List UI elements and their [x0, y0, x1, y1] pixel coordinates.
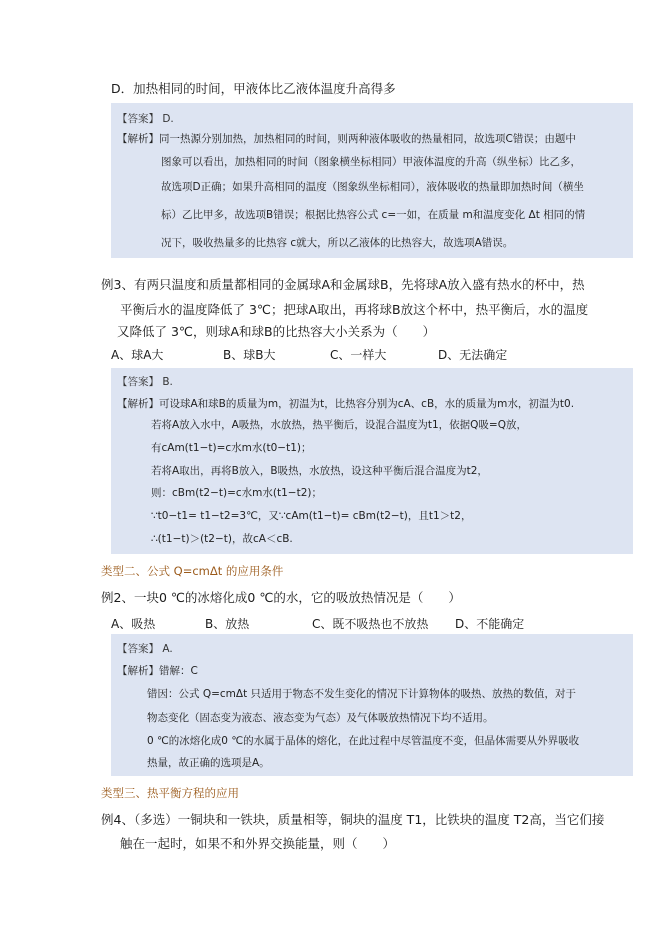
option-b: B、放热 [205, 617, 250, 631]
section-heading-2: 类型二、公式 Q=cmΔt 的应用条件 [101, 564, 284, 578]
answer-line: 【答案】 D. [117, 113, 174, 125]
option-d: D、不能确定 [455, 617, 525, 631]
analysis-line: 图象可以看出，加热相同的时间（图象横坐标相同）甲液体温度的升高（纵坐标）比乙多， [161, 156, 581, 168]
analysis-line: 【解析】可设球A和球B的质量为m，初温为t，比热容分别为cA、cB，水的质量为m水，初温为t0. [117, 398, 575, 410]
question-2-text: 例2、一块0 ℃的冰熔化成0 ℃的水，它的吸放热情况是（ ） [101, 590, 461, 605]
analysis-line: ∵t0−t1= t1−t2=3℃，又∵cAm(t1−t)= cBm(t2−t)，且t1＞t2， [151, 510, 472, 522]
analysis-line: 标）乙比甲多，故选项B错误；根据比热容公式 c=一如，在质量 m和温度变化 Δt 相同的情 [161, 209, 586, 221]
analysis-line: 若将A取出，再将B放入，B吸热，水放热，设这种平衡后混合温度为t2， [151, 465, 488, 477]
question-4-line: 例4、（多选）一铜块和一铁块，质量相等，铜块的温度 T1，比铁块的温度 T2高，当它们接 [101, 812, 605, 827]
question-4-line: 触在一起时，如果不和外界交换能量，则（ ） [120, 836, 396, 851]
question-3-line: 例3、有两只温度和质量都相同的金属球A和金属球B，先将球A放入盛有热水的杯中，热 [101, 277, 585, 292]
analysis-line: 错因：公式 Q=cmΔt 只适用于物态不发生变化的情况下计算物体的吸热、放热的数值，对于 [147, 688, 577, 700]
analysis-line: 0 ℃的冰熔化成0 ℃的水属于晶体的熔化，在此过程中尽管温度不变，但晶体需要从外界吸收 [147, 735, 580, 747]
analysis-line: ∴(t1−t)＞(t2−t)，故cA＜cB. [151, 533, 293, 545]
analysis-line: 热量，故正确的选项是A。 [147, 757, 270, 769]
option-d-text: D．加热相同的时间，甲液体比乙液体温度升高得多 [111, 81, 396, 96]
option-c: C、一样大 [330, 348, 387, 362]
analysis-line: 有cAm(t1−t)=c水m水(t0−t1)； [151, 442, 312, 454]
answer-box-2 [111, 368, 633, 554]
answer-box-1 [111, 103, 633, 258]
analysis-line: 物态变化（固态变为液态、液态变为气态）及气体吸放热情况下均不适用。 [147, 712, 494, 724]
option-a: A、球A大 [111, 348, 164, 362]
question-3-line: 又降低了 3℃，则球A和球B的比热容大小关系为（ ） [117, 324, 436, 339]
question-3-line: 平衡后水的温度降低了 3℃；把球A取出，再将球B放这个杯中，热平衡后，水的温度 [120, 302, 589, 317]
analysis-line: 故选项D正确；如果升高相同的温度（图象纵坐标相同），液体吸收的热量即加热时间（横坐 [161, 181, 584, 193]
answer-box-3 [111, 634, 633, 776]
option-b: B、球B大 [223, 348, 276, 362]
analysis-line: 则：cBm(t2−t)=c水m水(t1−t2)； [151, 487, 322, 499]
analysis-line: 【解析】错解：C [117, 665, 198, 677]
analysis-line: 若将A放入水中，A吸热，水放热，热平衡后，设混合温度为t1，依据Q吸=Q放， [151, 419, 527, 431]
answer-line: 【答案】 A. [117, 643, 173, 655]
section-heading-3: 类型三、热平衡方程的应用 [101, 786, 239, 800]
answer-line: 【答案】 B. [117, 376, 173, 388]
option-d: D、无法确定 [438, 348, 508, 362]
option-a: A、吸热 [111, 617, 156, 631]
analysis-line: 况下，吸收热量多的比热容 c就大，所以乙液体的比热容大，故选项A错误。 [161, 237, 514, 249]
analysis-line: 【解析】同一热源分别加热，加热相同的时间，则两种液体吸收的热量相同，故选项C错误；由题中 [117, 133, 576, 145]
option-c: C、既不吸热也不放热 [312, 617, 429, 631]
